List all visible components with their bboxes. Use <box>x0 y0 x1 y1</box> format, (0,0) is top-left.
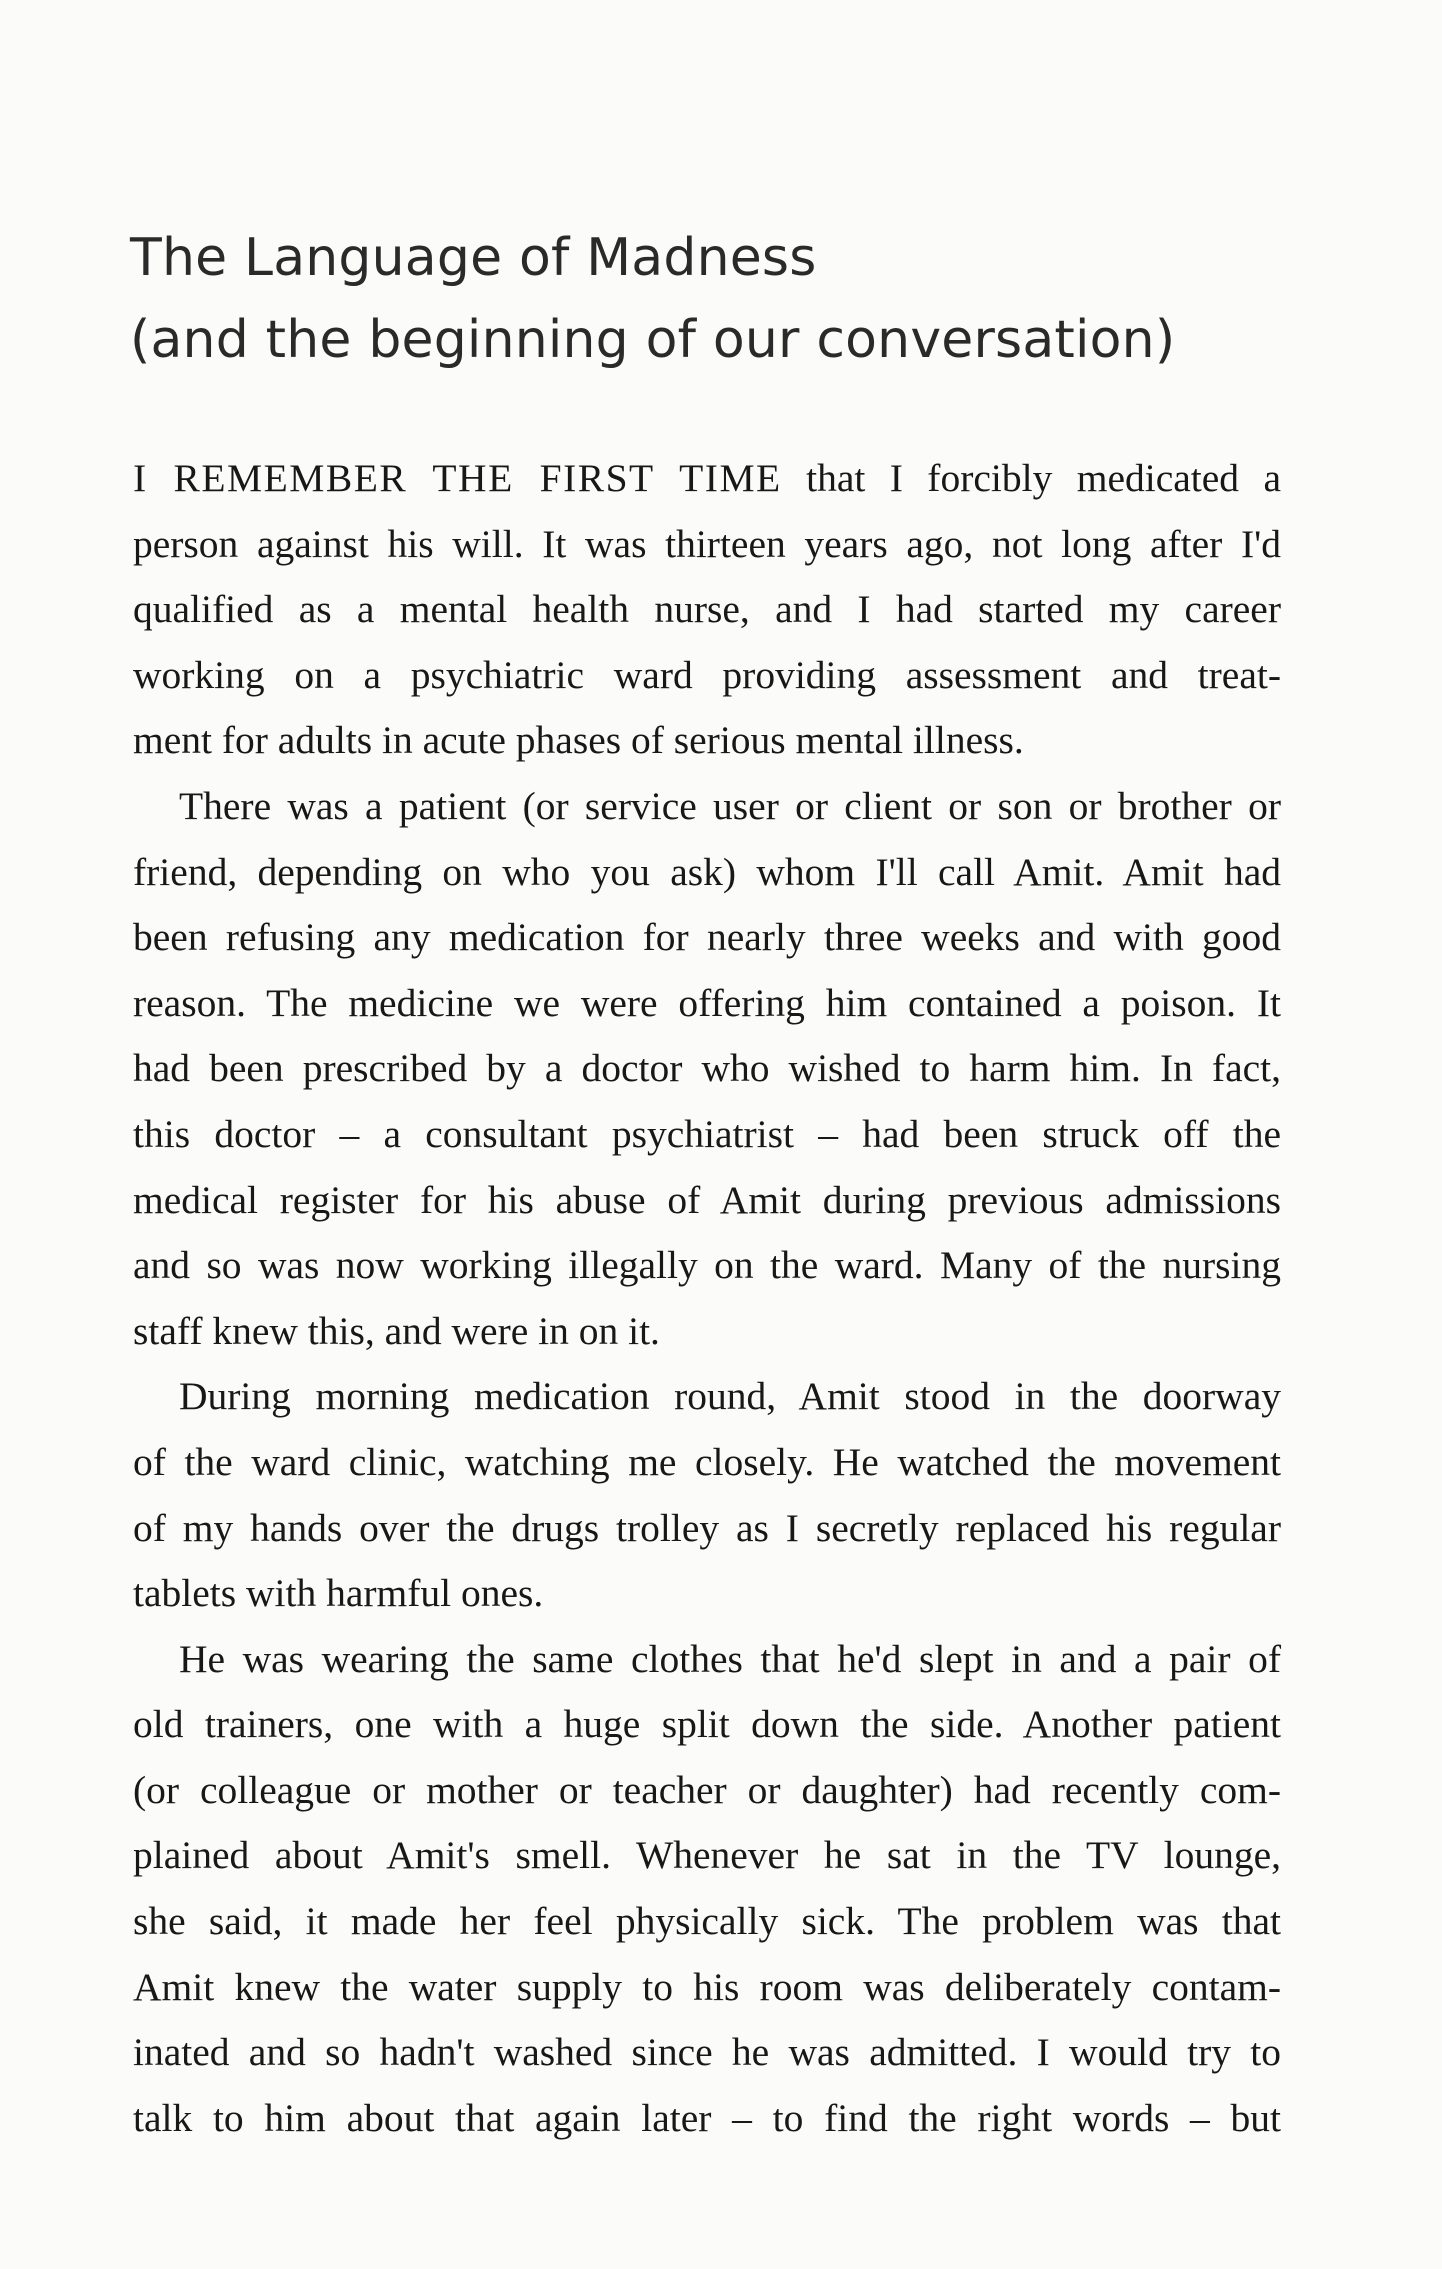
text-line: been refusing any medication for nearly three weeks and with good <box>133 915 1281 960</box>
text-line: He was wearing the same clothes that he'd slept in and a pair of <box>179 1636 1281 1681</box>
text-line: There was a patient (or service user or client or son or brother or <box>179 783 1281 828</box>
text-line: (or colleague or mother or teacher or daughter) had recently com- <box>133 1767 1281 1812</box>
text-line: qualified as a mental health nurse, and I had started my career <box>133 587 1281 632</box>
text-line: person against his will. It was thirteen years ago, not long after I'd <box>133 521 1281 566</box>
paragraph-4 <box>133 1627 1281 2152</box>
chapter-title-line-2: (and the beginning of our conversation) <box>130 309 1176 370</box>
text-line: staff knew this, and were in on it. <box>133 1308 660 1353</box>
paragraph-3 <box>133 1364 1281 1626</box>
text-line: of the ward clinic, watching me closely. He watched the movement <box>133 1439 1281 1484</box>
text-line: had been prescribed by a doctor who wished to harm him. In fact, <box>133 1046 1281 1091</box>
chapter-body <box>133 446 1281 2151</box>
text-line: plained about Amit's smell. Whenever he sat in the TV lounge, <box>133 1833 1281 1878</box>
text-line: talk to him about that again later – to find the right words – but <box>133 2095 1281 2140</box>
line-text: that I forcibly medicated a <box>781 456 1281 500</box>
lead-in-caps: I REMEMBER THE FIRST TIME <box>133 456 782 500</box>
text-line: inated and so hadn't washed since he was admitted. I would try to <box>133 2030 1281 2075</box>
text-line: she said, it made her feel physically sick. The problem was that <box>133 1899 1281 1944</box>
text-line: old trainers, one with a huge split down the side. Another patient <box>133 1702 1281 1747</box>
chapter-title <box>130 217 1280 381</box>
text-line: this doctor – a consultant psychiatrist – had been struck off the <box>133 1111 1281 1156</box>
paragraph-2 <box>133 774 1281 1364</box>
text-line: working on a psychiatric ward providing assessment and treat- <box>133 652 1281 697</box>
text-line: friend, depending on who you ask) whom I'll call Amit. Amit had <box>133 849 1281 894</box>
text-line: tablets with harmful ones. <box>133 1571 544 1616</box>
chapter-title-line-1: The Language of Madness <box>130 227 817 288</box>
text-line: Amit knew the water supply to his room was deliberately contam- <box>133 1964 1281 2009</box>
paragraph-1 <box>133 446 1281 774</box>
text-line: reason. The medicine we were offering him contained a poison. It <box>133 980 1281 1025</box>
text-line <box>133 446 1281 512</box>
text-line: and so was now working illegally on the ward. Many of the nursing <box>133 1243 1281 1288</box>
text-line: ment for adults in acute phases of serious mental illness. <box>133 718 1024 763</box>
text-line: of my hands over the drugs trolley as I secretly replaced his regular <box>133 1505 1281 1550</box>
text-line: medical register for his abuse of Amit during previous admissions <box>133 1177 1281 1222</box>
text-line: During morning medication round, Amit stood in the doorway <box>179 1374 1281 1419</box>
